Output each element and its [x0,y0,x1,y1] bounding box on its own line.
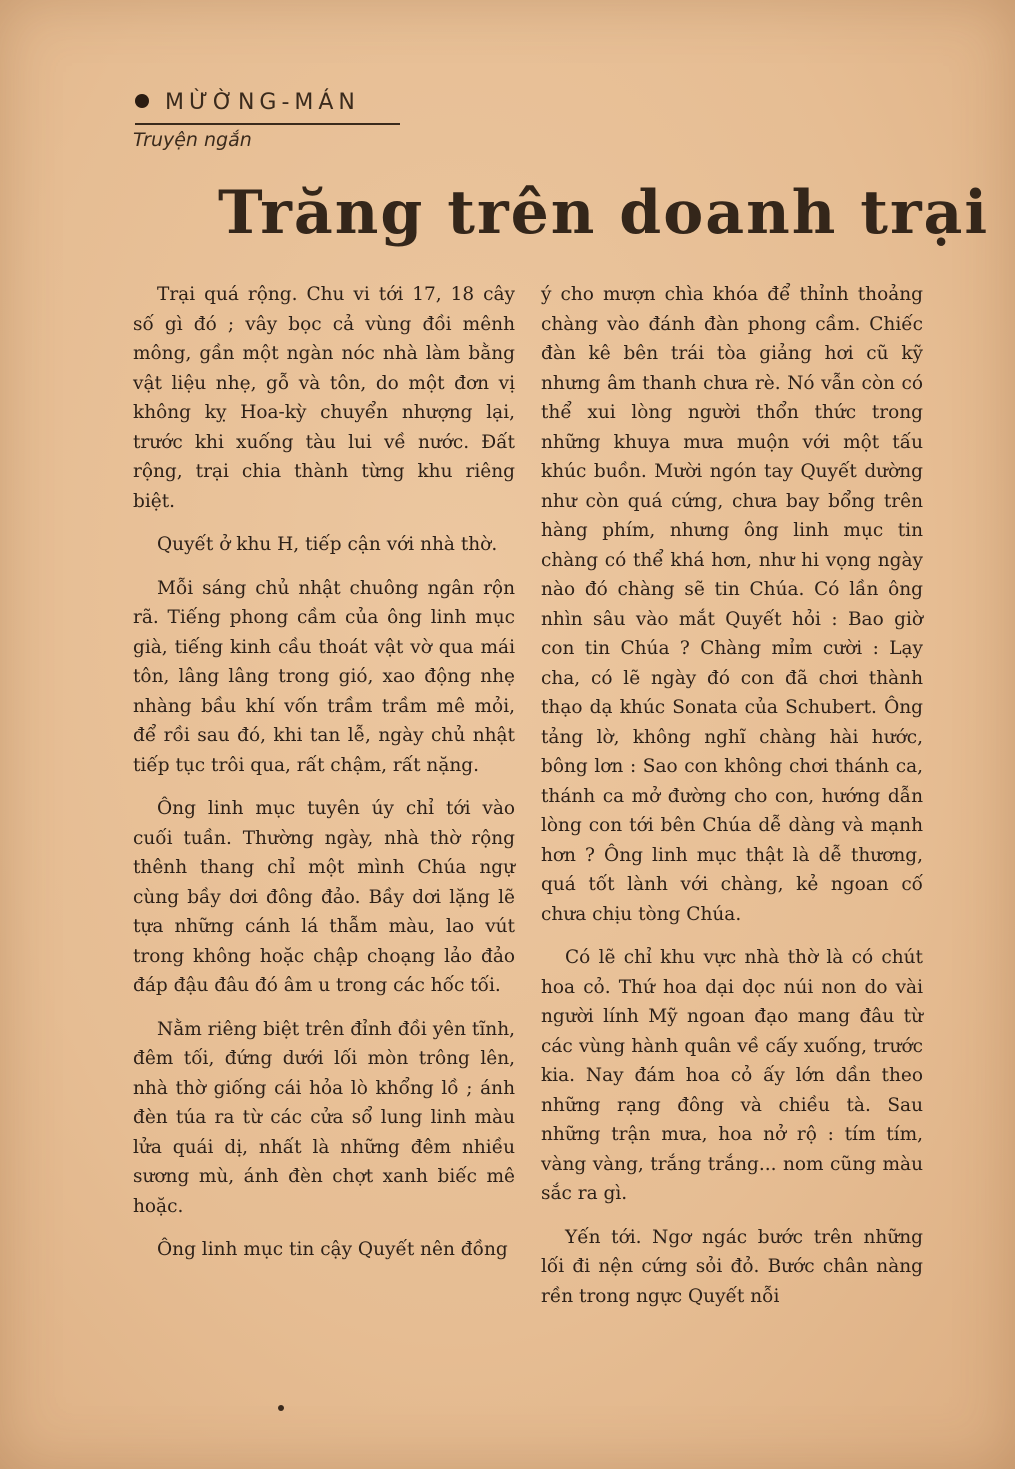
bullet-icon [135,94,149,108]
author-underline [135,123,400,125]
page-mark [278,1405,284,1411]
paragraph-continued: ý cho mượn chìa khóa để thỉnh thoảng chàng vào đánh đàn phong cầm. Chiếc đàn kê bên trái tòa giảng hơi cũ kỹ nhưng âm thanh chưa rè. Nó vẫn còn có thể xui lòng người thổn thức trong những khuya mưa muộn với một tấu khúc buồn. Mười ngón tay Quyết dường như còn quá cứng, chưa bay bổng trên hàng phím, nhưng ông linh mục tin chàng có thể khá hơn, như hi vọng ngày nào đó chàng sẽ tin Chúa. Có lần ông nhìn sâu vào mắt Quyết hỏi : Bao giờ con tin Chúa ? Chàng mỉm cười : Lạy cha, có lẽ ngày đó con đã chơi thành thạo dạ khúc Sonata của Schubert. Ông tảng lờ, không nghĩ chàng hài hước, bông lơn : Sao con không chơi thánh ca, thánh ca mở đường cho con, hướng dẫn lòng con tới bên Chúa dễ dàng và mạnh hơn ? Ông linh mục thật là dễ thương, quá tốt lành với chàng, kẻ ngoan cố chưa chịu tòng Chúa. [541,284,923,925]
paragraph: Ông linh mục tuyên úy chỉ tới vào cuối tuần. Thường ngày, nhà thờ rộng thênh thang chỉ một mình Chúa ngự cùng bầy dơi đông đảo. Bầy dơi lặng lẽ tựa những cánh lá thẫm màu, lao vút trong không hoặc chập choạng lảo đảo đáp đậu đâu đó âm u trong các hốc tối. [133,798,515,996]
author-name: MỪỜNG-MÁN [165,90,360,115]
paragraph: Quyết ở khu H, tiếp cận với nhà thờ. [157,534,498,555]
paragraph: Trại quá rộng. Chu vi tới 17, 18 cây số gì đó ; vây bọc cả vùng đồi mênh mông, gần một ngàn nóc nhà làm bằng vật liệu nhẹ, gỗ và tôn, do một đơn vị không kỵ Hoa-kỳ chuyển nhượng lại, trước khi xuống tàu lui về nước. Đất rộng, trại chia thành từng khu riêng biệt. [133,284,515,512]
text-column-right [541,280,923,1325]
author-line [135,90,360,115]
paragraph: Ông linh mục tin cậy Quyết nên đồng [157,1239,508,1260]
paragraph: Nằm riêng biệt trên đỉnh đồi yên tĩnh, đêm tối, đứng dưới lối mòn trông lên, nhà thờ giống cái hỏa lò khổng lồ ; ánh đèn túa ra từ các cửa sổ lung linh màu lửa quái dị, nhất là những đêm nhiều sương mù, ánh đèn chợt xanh biếc mê hoặc. [133,1018,515,1217]
paragraph: Có lẽ chỉ khu vực nhà thờ là có chút hoa cỏ. Thứ hoa dại dọc núi non do vài người lính Mỹ ngoan đạo mang đâu từ các vùng hành quân về cấy xuống, trước kia. Nay đám hoa cỏ ấy lớn dần theo những rạng đông và chiều tà. Sau những trận mưa, hoa nở rộ : tím tím, vàng vàng, trắng trắng... nom cũng màu sắc ra gì. [541,947,923,1204]
genre-label: Truyện ngắn [133,129,252,151]
paragraph: Mỗi sáng chủ nhật chuông ngân rộn rã. Tiếng phong cầm của ông linh mục già, tiếng kinh cầu thoát vật vờ qua mái tôn, lâng lâng trong gió, xao động nhẹ nhàng bầu khí vốn trầm trầm mê mỏi, để rồi sau đó, khi tan lễ, ngày chủ nhật tiếp tục trôi qua, rất chậm, rất nặng. [133,577,515,776]
paragraph: Yến tới. Ngơ ngác bước trên những lối đi nện cứng sỏi đỏ. Bước chân nàng rền trong ngực Quyết nỗi [541,1226,923,1307]
text-column-left [133,280,515,1279]
story-title: Trăng trên doanh trại [218,178,990,248]
